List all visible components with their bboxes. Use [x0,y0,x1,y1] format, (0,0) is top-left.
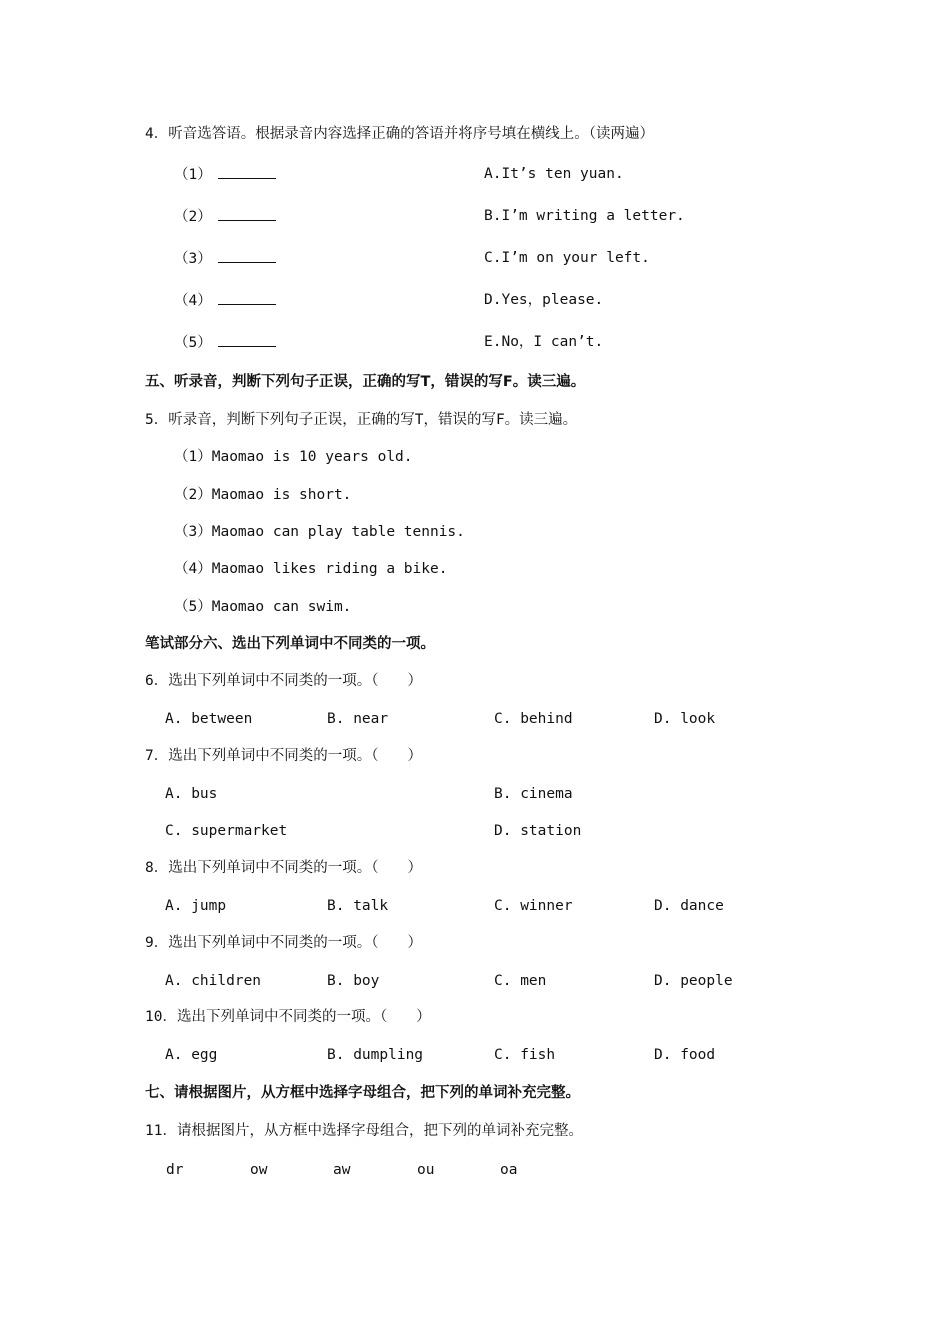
q8-option-c[interactable]: C. winner [494,898,573,914]
q10-title: 10．选出下列单词中不同类的一项。（ ） [145,1009,431,1025]
letter-combo-4: ou [417,1162,435,1178]
q4-item-1[interactable] [174,164,276,185]
q5-sentence-2: （2）Maomao is short. [174,487,352,503]
letter-combo-3: aw [333,1162,351,1178]
answer-blank[interactable] [218,332,276,347]
q9-option-b[interactable]: B. boy [327,973,380,989]
item-label: （3） [174,251,212,267]
q7-option-d[interactable]: D. station [494,823,582,839]
letter-combo-1: dr [166,1162,184,1178]
item-label: （2） [174,209,212,225]
answer-blank[interactable] [218,290,276,305]
q7-option-c[interactable]: C. supermarket [165,823,288,839]
q4-answer-a: A.It’s ten yuan. [484,166,624,182]
q8-option-a[interactable]: A. jump [165,898,227,914]
q4-answer-e: E.No，I can’t. [484,334,604,350]
letter-combo-2: ow [250,1162,268,1178]
q9-option-d[interactable]: D. people [654,973,733,989]
q4-answer-d: D.Yes，please. [484,292,604,308]
q8-title: 8．选出下列单词中不同类的一项。（ ） [145,860,422,876]
answer-blank[interactable] [218,164,276,179]
q10-option-a[interactable]: A. egg [165,1047,218,1063]
q4-answer-c: C.I’m on your left. [484,250,650,266]
q6-option-a[interactable]: A. between [165,711,253,727]
item-label: （4） [174,293,212,309]
item-label: （5） [174,335,212,351]
q4-item-5[interactable] [174,332,276,353]
q7-option-b[interactable]: B. cinema [494,786,573,802]
q8-option-d[interactable]: D. dance [654,898,724,914]
q5-sentence-3: （3）Maomao can play table tennis. [174,524,465,540]
q5-sentence-4: （4）Maomao likes riding a bike. [174,561,448,577]
section5-heading: 五、听录音，判断下列句子正误，正确的写T，错误的写F。读三遍。 [145,374,586,390]
q7-title: 7．选出下列单词中不同类的一项。（ ） [145,748,422,764]
q10-option-c[interactable]: C. fish [494,1047,556,1063]
q7-option-a[interactable]: A. bus [165,786,218,802]
q4-item-2[interactable] [174,206,276,227]
section7-heading: 七、请根据图片，从方框中选择字母组合，把下列的单词补充完整。 [145,1085,580,1101]
q5-sentence-1: （1）Maomao is 10 years old. [174,449,413,465]
q4-item-4[interactable] [174,290,276,311]
q4-title: 4．听音选答语。根据录音内容选择正确的答语并将序号填在横线上。（读两遍） [145,126,654,142]
q4-answer-b: B.I’m writing a letter. [484,208,685,224]
letter-combo-5: oa [500,1162,518,1178]
q6-option-d[interactable]: D. look [654,711,716,727]
q4-item-3[interactable] [174,248,276,269]
q11-title: 11．请根据图片，从方框中选择字母组合，把下列的单词补充完整。 [145,1123,583,1139]
q8-option-b[interactable]: B. talk [327,898,389,914]
answer-blank[interactable] [218,248,276,263]
q9-title: 9．选出下列单词中不同类的一项。（ ） [145,935,422,951]
q9-option-c[interactable]: C. men [494,973,547,989]
answer-blank[interactable] [218,206,276,221]
q6-title: 6．选出下列单词中不同类的一项。（ ） [145,673,422,689]
q6-option-b[interactable]: B. near [327,711,389,727]
q10-option-b[interactable]: B. dumpling [327,1047,424,1063]
q9-option-a[interactable]: A. children [165,973,262,989]
section6-heading: 笔试部分六、选出下列单词中不同类的一项。 [145,636,435,652]
q6-option-c[interactable]: C. behind [494,711,573,727]
item-label: （1） [174,167,212,183]
q5-sentence-5: （5）Maomao can swim. [174,599,352,615]
q10-option-d[interactable]: D. food [654,1047,716,1063]
q5-title: 5．听录音，判断下列句子正误，正确的写T，错误的写F。读三遍。 [145,412,578,428]
